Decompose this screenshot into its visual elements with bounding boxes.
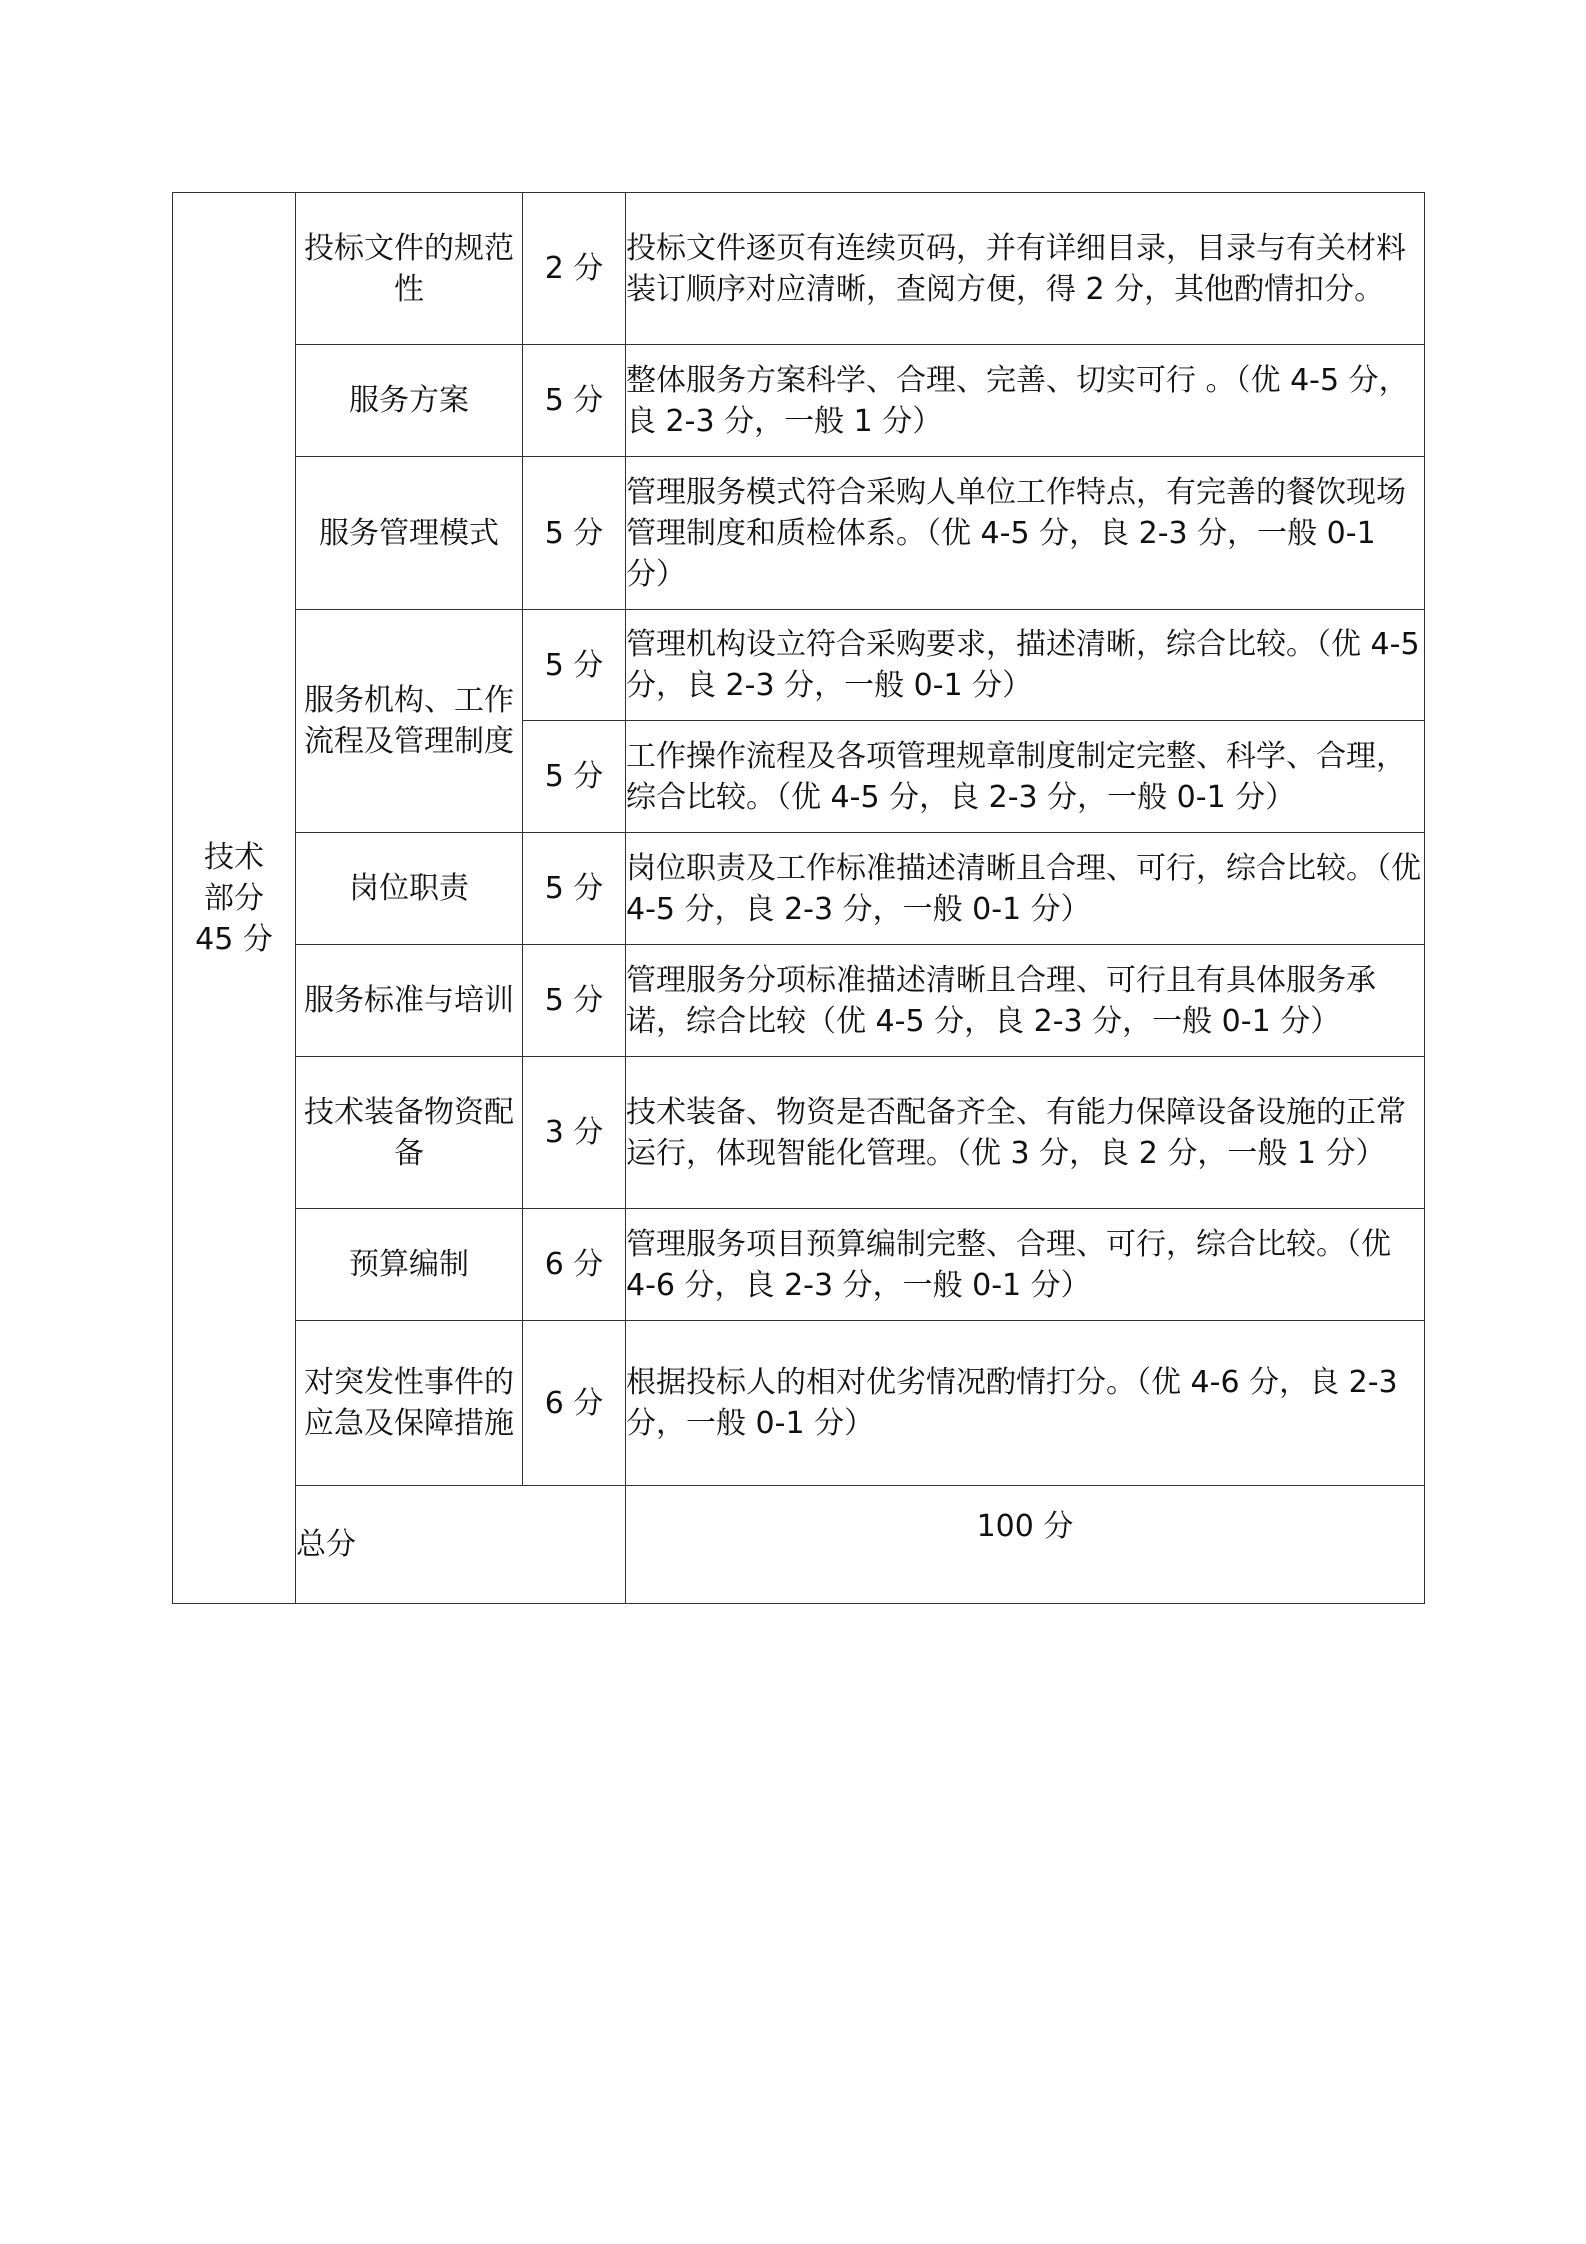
item-name: 预算编制 [296,1209,523,1321]
item-description: 管理服务模式符合采购人单位工作特点，有完善的餐饮现场管理制度和质检体系。（优 4-5 分，良 2-3 分，一般 0-1 分） [626,457,1425,610]
item-points: 5 分 [523,945,626,1057]
table-row [173,457,1425,610]
item-points: 5 分 [523,345,626,457]
category-label-line1: 技术 [204,839,264,875]
item-points: 5 分 [523,721,626,833]
table-row [173,1057,1425,1209]
total-label: 总分 [296,1486,626,1604]
total-row [173,1486,1425,1604]
item-description: 整体服务方案科学、合理、完善、切实可行 。（优 4-5 分，良 2-3 分，一般 1 分） [626,345,1425,457]
category-label-line2: 部分 [204,880,264,916]
item-description: 工作操作流程及各项管理规章制度制定完整、科学、合理，综合比较。（优 4-5 分，良 2-3 分，一般 0-1 分） [626,721,1425,833]
item-description: 岗位职责及工作标准描述清晰且合理、可行，综合比较。（优 4-5 分，良 2-3 分，一般 0-1 分） [626,833,1425,945]
item-description: 技术装备、物资是否配备齐全、有能力保障设备设施的正常运行，体现智能化管理。（优 3 分，良 2 分，一般 1 分） [626,1057,1425,1209]
table-row [173,610,1425,721]
item-points: 6 分 [523,1209,626,1321]
category-cell [173,193,296,1604]
item-name: 岗位职责 [296,833,523,945]
scoring-table [172,192,1425,1604]
item-name: 服务标准与培训 [296,945,523,1057]
item-description: 根据投标人的相对优劣情况酌情打分。（优 4-6 分，良 2-3 分，一般 0-1 分） [626,1321,1425,1486]
item-name: 对突发性事件的应急及保障措施 [296,1321,523,1486]
item-name: 服务机构、工作流程及管理制度 [296,610,523,833]
item-points: 5 分 [523,610,626,721]
table-row [173,193,1425,345]
table-row [173,833,1425,945]
item-description: 投标文件逐页有连续页码，并有详细目录，目录与有关材料装订顺序对应清晰，查阅方便，得 2 分，其他酌情扣分。 [626,193,1425,345]
item-name: 服务管理模式 [296,457,523,610]
item-description: 管理服务分项标准描述清晰且合理、可行且有具体服务承诺，综合比较（优 4-5 分，良 2-3 分，一般 0-1 分） [626,945,1425,1057]
table-row [173,345,1425,457]
item-description: 管理服务项目预算编制完整、合理、可行，综合比较。（优 4-6 分，良 2-3 分，一般 0-1 分） [626,1209,1425,1321]
total-points: 100 分 [626,1486,1425,1604]
item-points: 5 分 [523,457,626,610]
table-row [173,1321,1425,1486]
item-points: 6 分 [523,1321,626,1486]
item-points: 3 分 [523,1057,626,1209]
item-name: 投标文件的规范性 [296,193,523,345]
item-name: 技术装备物资配备 [296,1057,523,1209]
table-row [173,945,1425,1057]
item-description: 管理机构设立符合采购要求，描述清晰，综合比较。（优 4-5 分，良 2-3 分，一般 0-1 分） [626,610,1425,721]
item-points: 2 分 [523,193,626,345]
category-label-line3: 45 分 [195,921,273,957]
item-name: 服务方案 [296,345,523,457]
table-row [173,1209,1425,1321]
item-points: 5 分 [523,833,626,945]
